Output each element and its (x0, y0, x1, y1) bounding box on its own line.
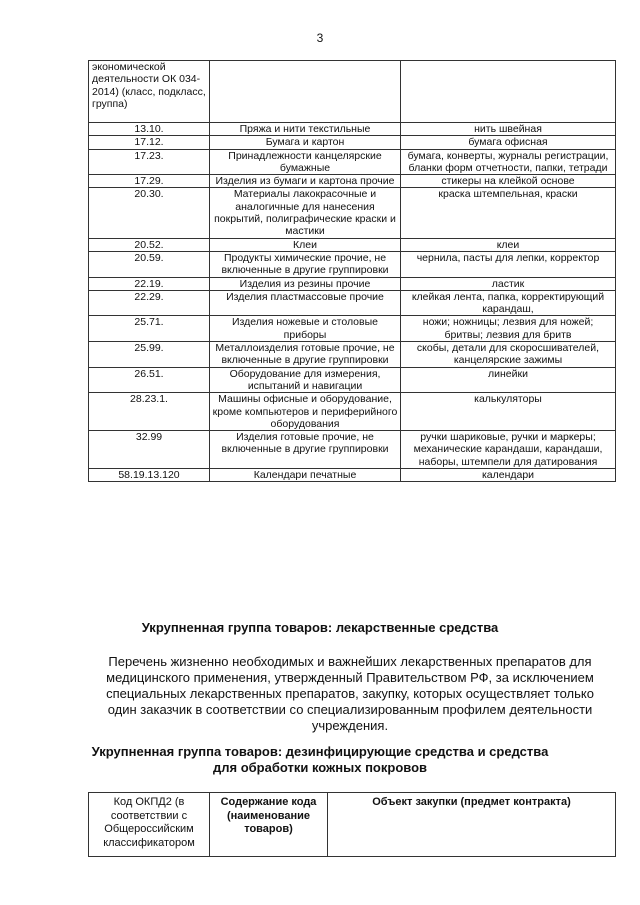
row-code: 32.99 (89, 431, 210, 469)
row-code: 28.23.1. (89, 393, 210, 431)
section-paragraph-medicines: Перечень жизненно необходимых и важнейших лекарственных препаратов для медицинского применения, утвержденный Правительством РФ, за исключением специальных лекарственных препаратов, закупку, которых осуществляет только один заказчик в соответствии со специализированным профилем деятельности учреждения. (106, 654, 594, 733)
row-code: 17.29. (89, 175, 210, 188)
row-object: чернила, пасты для лепки, корректор (401, 251, 616, 277)
section-heading-disinfectants-line2: для обработки кожных покровов (212, 760, 428, 775)
page-number: 3 (316, 31, 324, 45)
row-name: Пряжа и нити текстильные (210, 123, 401, 136)
row-code: 20.52. (89, 238, 210, 251)
row-object: ножи; ножницы; лезвия для ножей; бритвы; лезвия для бритв (401, 316, 616, 342)
row-code: 22.29. (89, 290, 210, 316)
row-name: Машины офисные и оборудование, кроме компьютеров и периферийного оборудования (210, 393, 401, 431)
header-fragment-code: экономической деятельности ОК 034-2014) (класс, подкласс, группа) (89, 61, 210, 123)
header-fragment-object (401, 61, 616, 123)
row-name: Клеи (210, 238, 401, 251)
row-object: календари (401, 469, 616, 482)
row-object: ластик (401, 277, 616, 290)
row-object: краска штемпельная, краски (401, 188, 616, 238)
row-name: Календари печатные (210, 469, 401, 482)
row-code: 17.12. (89, 136, 210, 149)
row-name: Продукты химические прочие, не включенные в другие группировки (210, 251, 401, 277)
okpd2-stationery-table (88, 60, 616, 482)
row-name: Изделия ножевые и столовые приборы (210, 316, 401, 342)
header-fragment-name (210, 61, 401, 123)
table-row (89, 136, 616, 149)
row-name: Оборудование для измерения, испытаний и навигации (210, 367, 401, 393)
table-header-fragment-row (89, 61, 616, 123)
table-row (89, 342, 616, 368)
section-heading-disinfectants-line1: Укрупненная группа товаров: дезинфицирующие средства и средства (91, 744, 549, 759)
table-row (89, 188, 616, 238)
table-row (89, 238, 616, 251)
row-name: Изделия пластмассовые прочие (210, 290, 401, 316)
column-header-object: Объект закупки (предмет контракта) (328, 793, 616, 857)
row-code: 20.59. (89, 251, 210, 277)
row-object: скобы, детали для скоросшивателей, канцелярские зажимы (401, 342, 616, 368)
row-object: бумага, конверты, журналы регистрации, бланки форм отчетности, папки, тетради (401, 149, 616, 175)
row-code: 20.30. (89, 188, 210, 238)
table-row (89, 290, 616, 316)
row-code: 17.23. (89, 149, 210, 175)
row-name: Металлоизделия готовые прочие, не включенные в другие группировки (210, 342, 401, 368)
table-header-row (89, 793, 616, 857)
table-row (89, 367, 616, 393)
column-header-content: Содержание кода (наименование товаров) (210, 793, 328, 857)
row-object: ручки шариковые, ручки и маркеры; механические карандаши, карандаши, наборы, штемпели для датирования (401, 431, 616, 469)
row-object: линейки (401, 367, 616, 393)
table-row (89, 316, 616, 342)
row-name: Принадлежности канцелярские бумажные (210, 149, 401, 175)
okpd2-disinfectants-table-header (88, 792, 616, 857)
row-name: Изделия из бумаги и картона прочие (210, 175, 401, 188)
section-heading-medicines: Укрупненная группа товаров: лекарственные средства (141, 620, 499, 635)
row-code: 25.99. (89, 342, 210, 368)
column-header-code: Код ОКПД2 (в соответствии с Общероссийским классификатором (89, 793, 210, 857)
table-row (89, 123, 616, 136)
table-row (89, 431, 616, 469)
row-code: 25.71. (89, 316, 210, 342)
row-object: стикеры на клейкой основе (401, 175, 616, 188)
row-code: 22.19. (89, 277, 210, 290)
row-object: бумага офисная (401, 136, 616, 149)
table-row (89, 251, 616, 277)
row-code: 58.19.13.120 (89, 469, 210, 482)
row-name: Изделия из резины прочие (210, 277, 401, 290)
table-row (89, 175, 616, 188)
table-row (89, 277, 616, 290)
row-name: Материалы лакокрасочные и аналогичные для нанесения покрытий, полиграфические краски и мастики (210, 188, 401, 238)
row-object: калькуляторы (401, 393, 616, 431)
row-object: клейкая лента, папка, корректирующий карандаш, (401, 290, 616, 316)
row-code: 13.10. (89, 123, 210, 136)
row-object: клеи (401, 238, 616, 251)
table-row (89, 469, 616, 482)
row-object: нить швейная (401, 123, 616, 136)
row-name: Бумага и картон (210, 136, 401, 149)
row-code: 26.51. (89, 367, 210, 393)
row-name: Изделия готовые прочие, не включенные в другие группировки (210, 431, 401, 469)
table-row (89, 149, 616, 175)
table-row (89, 393, 616, 431)
